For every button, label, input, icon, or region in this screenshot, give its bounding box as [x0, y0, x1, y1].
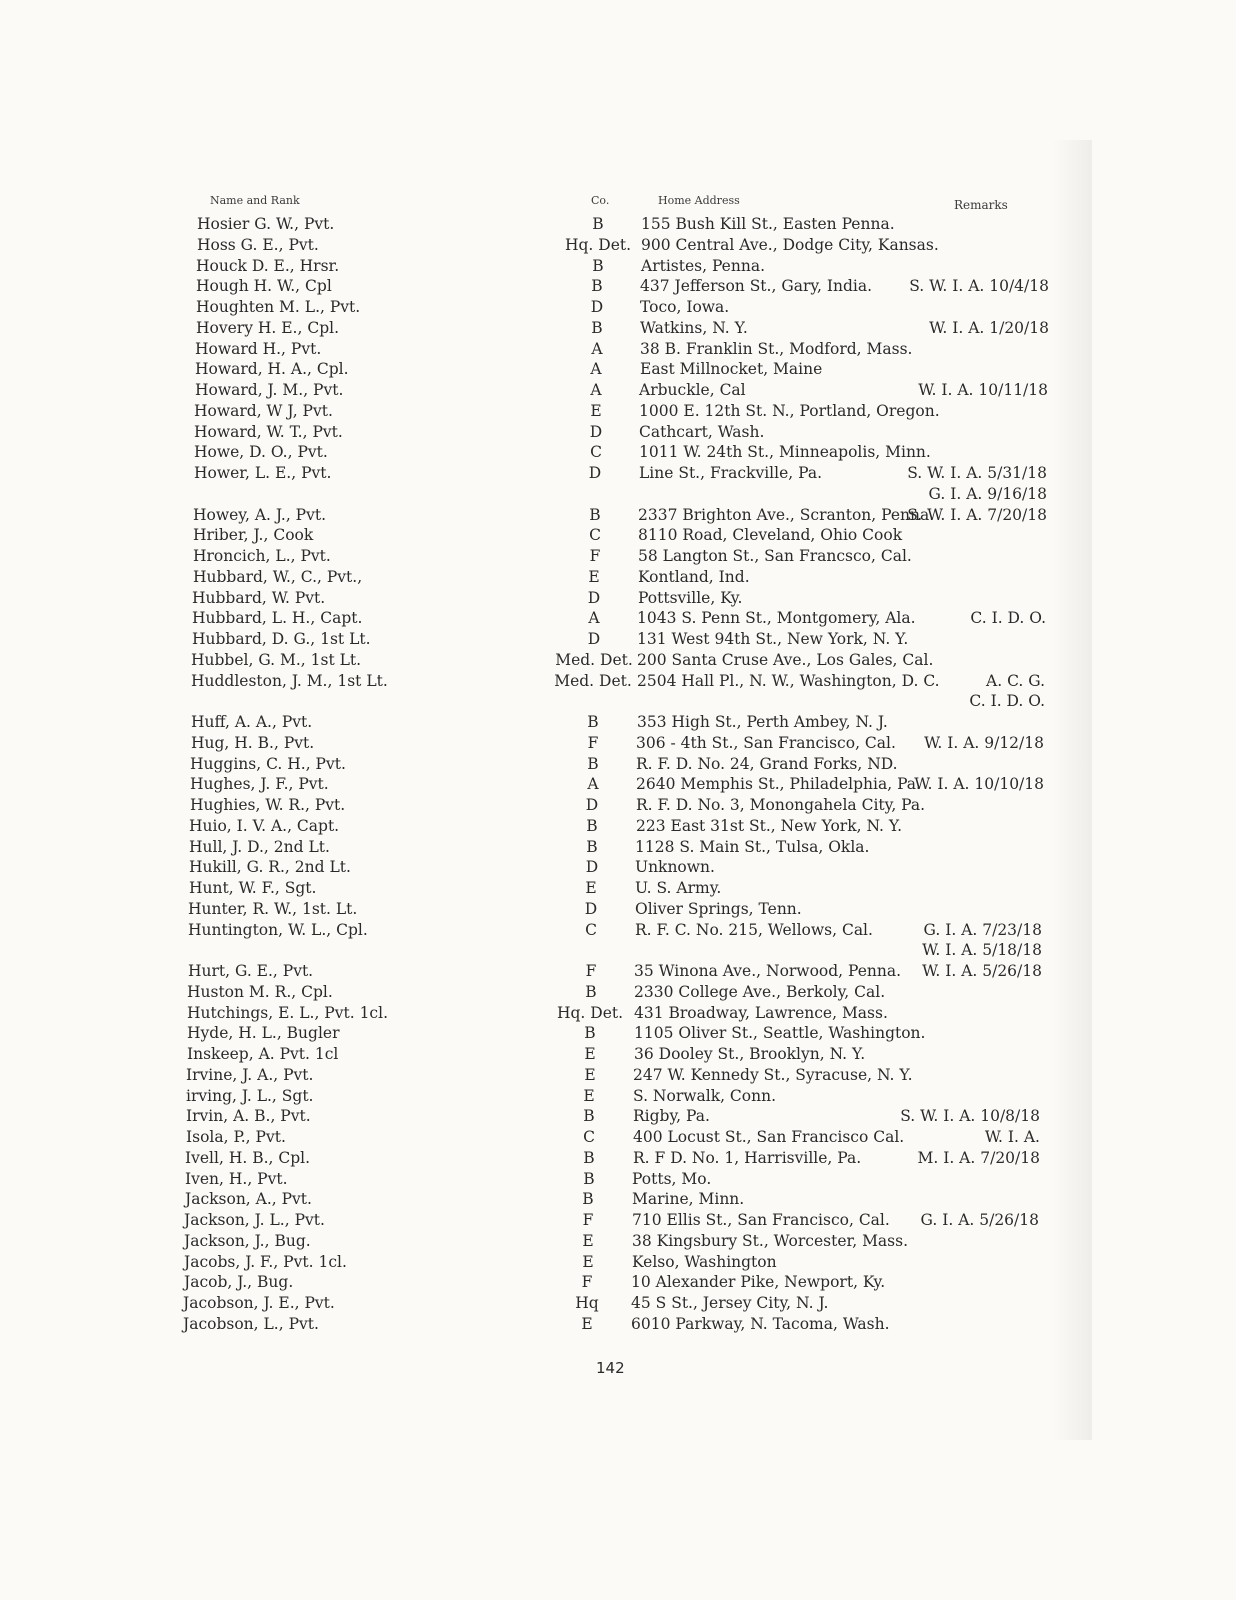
table-row [0, 774, 1236, 795]
home-address-cell: R. F. D. No. 3, Monongahela City, Pa. [636, 796, 926, 814]
home-address-cell: 1011 W. 24th St., Minneapolis, Minn. [639, 443, 931, 462]
home-address-cell: 1000 E. 12th St. N., Portland, Oregon. [639, 401, 940, 420]
company-cell: Hq [575, 1294, 599, 1312]
name-rank-cell: Howe, D. O., Pvt. [194, 443, 328, 462]
company-cell: E [584, 1065, 596, 1084]
table-row [0, 359, 1236, 380]
home-address-cell: Unknown. [635, 858, 715, 877]
home-address-cell: 1043 S. Penn St., Montgomery, Ala. [637, 609, 916, 628]
home-address-cell: 306 - 4th St., San Francisco, Cal. [636, 733, 896, 752]
remarks-cell: W. I. A. [984, 1128, 1040, 1146]
company-cell: B [584, 1024, 596, 1043]
home-address-cell: Arbuckle, Cal [639, 381, 746, 399]
name-rank-cell: Huio, I. V. A., Capt. [189, 816, 340, 835]
remarks-cell: W. I. A. 10/10/18 [914, 775, 1044, 794]
home-address-cell: Oliver Springs, Tenn. [635, 899, 802, 918]
remarks-cell: C. I. D. O. [970, 609, 1046, 628]
company-cell: B [583, 1148, 595, 1167]
company-cell: B [589, 505, 601, 524]
table-row [0, 1314, 1236, 1335]
home-address-cell: Line St., Frackville, Pa. [639, 464, 822, 482]
company-cell: B [592, 215, 604, 233]
table-row [0, 795, 1236, 816]
company-cell: D [585, 858, 599, 877]
home-address-cell: 200 Santa Cruse Ave., Los Gales, Cal. [637, 650, 934, 669]
table-row [0, 422, 1236, 443]
table-row [0, 1003, 1236, 1024]
remarks-cell: A. C. G. [986, 671, 1045, 690]
home-address-cell: 2330 College Ave., Berkoly, Cal. [634, 982, 886, 1001]
home-address-cell: Marine, Minn. [632, 1190, 745, 1209]
company-cell: Med. Det. [555, 650, 633, 669]
home-address-cell: 45 S St., Jersey City, N. J. [631, 1294, 829, 1312]
header-company: Co. [591, 194, 610, 207]
remarks-cell-second-line: W. I. A. 5/18/18 [922, 941, 1042, 960]
table-row [0, 1148, 1236, 1169]
company-cell: F [589, 547, 601, 565]
home-address-cell: 8110 Road, Cleveland, Ohio Cook [638, 526, 903, 545]
name-rank-cell: irving, J. L., Sgt. [186, 1086, 314, 1105]
name-rank-cell: Hughies, W. R., Pvt. [190, 796, 346, 814]
company-cell: B [585, 982, 597, 1001]
remarks-cell: S. W. I. A. 5/31/18 [907, 464, 1047, 482]
table-row [0, 671, 1236, 713]
home-address-cell: 35 Winona Ave., Norwood, Penna. [634, 962, 902, 980]
table-row [0, 1293, 1236, 1314]
company-cell: E [584, 1045, 596, 1063]
header-remarks: Remarks [954, 198, 1008, 212]
table-row [0, 525, 1236, 546]
name-rank-cell: Ivell, H. B., Cpl. [185, 1148, 311, 1167]
name-rank-cell: Hubbard, D. G., 1st Lt. [192, 630, 371, 648]
company-cell: Hq. Det. [556, 1003, 624, 1022]
name-rank-cell: Jackson, J. L., Pvt. [184, 1211, 325, 1229]
home-address-cell: 353 High St., Perth Ambey, N. J. [637, 713, 888, 731]
name-rank-cell: Howard, W J, Pvt. [194, 401, 333, 420]
header-name-rank: Name and Rank [210, 194, 300, 207]
home-address-cell: 2337 Brighton Ave., Scranton, Penna. [638, 505, 935, 524]
table-row [0, 1086, 1236, 1107]
table-row [0, 920, 1236, 962]
name-rank-cell: Houck D. E., Hrsr. [196, 256, 340, 275]
company-cell: B [587, 713, 599, 731]
company-cell: B [586, 816, 598, 835]
company-cell: E [588, 567, 600, 586]
name-rank-cell: Jacobs, J. F., Pvt. 1cl. [184, 1252, 347, 1271]
company-cell: F [581, 1273, 593, 1292]
home-address-cell: 6010 Parkway, N. Tacoma, Wash. [631, 1314, 890, 1333]
home-address-cell: 38 Kingsbury St., Worcester, Mass. [632, 1231, 909, 1250]
remarks-cell-second-line: C. I. D. O. [969, 692, 1045, 711]
company-cell: E [581, 1314, 593, 1333]
company-cell: C [583, 1128, 595, 1146]
home-address-cell: Pottsville, Ky. [638, 588, 743, 607]
name-rank-cell: Hubbard, L. H., Capt. [192, 609, 363, 628]
table-row [0, 567, 1236, 588]
home-address-cell: 400 Locust St., San Francisco Cal. [633, 1128, 905, 1146]
name-rank-cell: Huntington, W. L., Cpl. [188, 920, 368, 939]
home-address-cell: East Millnocket, Maine [640, 360, 823, 379]
home-address-cell: 247 W. Kennedy St., Syracuse, N. Y. [633, 1065, 913, 1084]
table-row [0, 837, 1236, 858]
name-rank-cell: Hurt, G. E., Pvt. [188, 962, 314, 980]
table-row [0, 1210, 1236, 1231]
name-rank-cell: Hunter, R. W., 1st. Lt. [188, 899, 358, 918]
table-row [0, 899, 1236, 920]
home-address-cell: U. S. Army. [635, 879, 722, 897]
company-cell: D [590, 298, 604, 316]
name-rank-cell: Hutchings, E. L., Pvt. 1cl. [187, 1003, 389, 1022]
company-cell: E [583, 1086, 595, 1105]
name-rank-cell: Irvine, J. A., Pvt. [186, 1065, 314, 1084]
table-row [0, 733, 1236, 754]
table-row [0, 256, 1236, 277]
table-row [0, 1127, 1236, 1148]
table-row [0, 961, 1236, 982]
company-cell: A [590, 360, 602, 379]
name-rank-cell: Huston M. R., Cpl. [187, 982, 333, 1001]
home-address-cell: Rigby, Pa. [633, 1107, 710, 1126]
remarks-cell: S. W. I. A. 10/4/18 [909, 277, 1049, 296]
name-rank-cell: Inskeep, A. Pvt. 1cl [187, 1045, 339, 1063]
table-row [0, 712, 1236, 733]
home-address-cell: 155 Bush Kill St., Easten Penna. [641, 215, 895, 233]
remarks-cell: S. W. I. A. 7/20/18 [907, 505, 1047, 524]
table-row [0, 1189, 1236, 1210]
home-address-cell: 1128 S. Main St., Tulsa, Okla. [635, 837, 870, 856]
remarks-cell: G. I. A. 7/23/18 [923, 920, 1042, 939]
name-rank-cell: Hosier G. W., Pvt. [197, 215, 335, 233]
home-address-cell: 131 West 94th St., New York, N. Y. [637, 630, 909, 648]
table-row [0, 608, 1236, 629]
table-row [0, 1044, 1236, 1065]
table-row [0, 214, 1236, 235]
company-cell: A [588, 609, 600, 628]
company-cell: B [587, 754, 599, 773]
remarks-cell: W. I. A. 5/26/18 [922, 962, 1042, 980]
name-rank-cell: Houghten M. L., Pvt. [196, 298, 361, 316]
name-rank-cell: Jacob, J., Bug. [184, 1273, 294, 1292]
table-row [0, 1169, 1236, 1190]
name-rank-cell: Howard, J. M., Pvt. [195, 381, 344, 399]
remarks-cell: G. I. A. 5/26/18 [920, 1211, 1039, 1229]
table-row [0, 442, 1236, 463]
table-row [0, 754, 1236, 775]
name-rank-cell: Howard H., Pvt. [195, 339, 322, 358]
table-row [0, 546, 1236, 567]
table-row [0, 463, 1236, 505]
name-rank-cell: Huddleston, J. M., 1st Lt. [191, 671, 388, 690]
name-rank-cell: Hull, J. D., 2nd Lt. [189, 837, 330, 856]
name-rank-cell: Irvin, A. B., Pvt. [186, 1107, 311, 1126]
home-address-cell: 58 Langton St., San Francsco, Cal. [638, 547, 912, 565]
table-row [0, 588, 1236, 609]
table-row [0, 816, 1236, 837]
page-number: 142 [596, 1359, 625, 1377]
home-address-cell: Kelso, Washington [632, 1252, 777, 1271]
home-address-cell: 36 Dooley St., Brooklyn, N. Y. [634, 1045, 866, 1063]
home-address-cell: R. F. D. No. 24, Grand Forks, ND. [636, 754, 898, 773]
name-rank-cell: Hoss G. E., Pvt. [197, 235, 319, 254]
name-rank-cell: Hubbard, W. Pvt. [192, 588, 326, 607]
name-rank-cell: Hower, L. E., Pvt. [194, 464, 332, 482]
table-row [0, 857, 1236, 878]
home-address-cell: Potts, Mo. [632, 1169, 712, 1188]
home-address-cell: Watkins, N. Y. [640, 318, 748, 337]
home-address-cell: 900 Central Ave., Dodge City, Kansas. [641, 235, 939, 254]
name-rank-cell: Hroncich, L., Pvt. [193, 547, 331, 565]
company-cell: B [586, 837, 598, 856]
table-row [0, 339, 1236, 360]
name-rank-cell: Hubbard, W., C., Pvt., [193, 567, 363, 586]
company-cell: C [585, 920, 597, 939]
name-rank-cell: Huggins, C. H., Pvt. [190, 754, 346, 773]
remarks-cell-second-line: G. I. A. 9/16/18 [928, 484, 1047, 503]
company-cell: Med. Det. [554, 671, 632, 690]
table-row [0, 318, 1236, 339]
table-row [0, 380, 1236, 401]
table-row [0, 1272, 1236, 1293]
home-address-cell: 2640 Memphis St., Philadelphia, Pa. [636, 775, 921, 794]
name-rank-cell: Huff, A. A., Pvt. [191, 713, 313, 731]
name-rank-cell: Isola, P., Pvt. [186, 1128, 286, 1146]
name-rank-cell: Hovery H. E., Cpl. [196, 318, 340, 337]
company-cell: B [592, 256, 604, 275]
table-row [0, 276, 1236, 297]
home-address-cell: R. F. C. No. 215, Wellows, Cal. [635, 920, 873, 939]
company-cell: F [585, 962, 597, 980]
table-row [0, 1023, 1236, 1044]
home-address-cell: 437 Jefferson St., Gary, India. [640, 277, 873, 296]
company-cell: E [582, 1231, 594, 1250]
table-row [0, 505, 1236, 526]
table-row [0, 878, 1236, 899]
company-cell: A [587, 775, 599, 794]
name-rank-cell: Jacobson, L., Pvt. [183, 1314, 319, 1333]
table-row [0, 1106, 1236, 1127]
remarks-cell: W. I. A. 1/20/18 [929, 318, 1049, 337]
table-row [0, 629, 1236, 650]
company-cell: D [587, 630, 601, 648]
name-rank-cell: Hough H. W., Cpl [196, 277, 332, 296]
home-address-cell: 223 East 31st St., New York, N. Y. [636, 816, 903, 835]
name-rank-cell: Hunt, W. F., Sgt. [189, 879, 317, 897]
home-address-cell: Cathcart, Wash. [639, 422, 765, 441]
table-row [0, 1065, 1236, 1086]
company-cell: B [591, 318, 603, 337]
home-address-cell: 2504 Hall Pl., N. W., Washington, D. C. [637, 671, 940, 690]
name-rank-cell: Hughes, J. F., Pvt. [190, 775, 329, 794]
remarks-cell: S. W. I. A. 10/8/18 [900, 1107, 1040, 1126]
table-row [0, 235, 1236, 256]
company-cell: Hq. Det. [564, 235, 632, 254]
home-address-cell: Artistes, Penna. [641, 256, 765, 275]
company-cell: D [587, 588, 601, 607]
table-row [0, 297, 1236, 318]
name-rank-cell: Hyde, H. L., Bugler [187, 1024, 340, 1043]
roster-table [0, 214, 1236, 1335]
table-row [0, 1231, 1236, 1252]
company-cell: B [591, 277, 603, 296]
table-row [0, 401, 1236, 422]
home-address-cell: 1105 Oliver St., Seattle, Washington. [634, 1024, 926, 1043]
home-address-cell: R. F D. No. 1, Harrisville, Pa. [633, 1148, 862, 1167]
company-cell: D [588, 464, 602, 482]
name-rank-cell: Hubbel, G. M., 1st Lt. [191, 650, 362, 669]
company-cell: C [590, 443, 602, 462]
home-address-cell: 10 Alexander Pike, Newport, Ky. [631, 1273, 886, 1292]
remarks-cell: M. I. A. 7/20/18 [917, 1148, 1040, 1167]
company-cell: E [585, 879, 597, 897]
name-rank-cell: Hriber, J., Cook [193, 526, 314, 545]
remarks-cell: W. I. A. 10/11/18 [918, 381, 1048, 399]
home-address-cell: 38 B. Franklin St., Modford, Mass. [640, 339, 913, 358]
home-address-cell: Toco, Iowa. [640, 298, 730, 316]
company-cell: B [583, 1107, 595, 1126]
home-address-cell: S. Norwalk, Conn. [633, 1086, 777, 1105]
company-cell: D [585, 796, 599, 814]
home-address-cell: 710 Ellis St., San Francisco, Cal. [632, 1211, 890, 1229]
company-cell: D [584, 899, 598, 918]
name-rank-cell: Howey, A. J., Pvt. [193, 505, 327, 524]
table-row [0, 1252, 1236, 1273]
company-cell: F [587, 733, 599, 752]
company-cell: B [583, 1169, 595, 1188]
table-row [0, 650, 1236, 671]
company-cell: A [590, 381, 602, 399]
name-rank-cell: Iven, H., Pvt. [185, 1169, 288, 1188]
company-cell: F [582, 1211, 594, 1229]
name-rank-cell: Howard, H. A., Cpl. [195, 360, 349, 379]
company-cell: E [590, 401, 602, 420]
name-rank-cell: Jackson, A., Pvt. [185, 1190, 312, 1209]
home-address-cell: Kontland, Ind. [638, 567, 750, 586]
name-rank-cell: Jackson, J., Bug. [184, 1231, 311, 1250]
name-rank-cell: Hug, H. B., Pvt. [191, 733, 315, 752]
remarks-cell: W. I. A. 9/12/18 [924, 733, 1044, 752]
name-rank-cell: Howard, W. T., Pvt. [194, 422, 343, 441]
name-rank-cell: Jacobson, J. E., Pvt. [183, 1294, 335, 1312]
header-home-address: Home Address [658, 194, 740, 207]
company-cell: B [582, 1190, 594, 1209]
home-address-cell: 431 Broadway, Lawrence, Mass. [634, 1003, 888, 1022]
company-cell: C [589, 526, 601, 545]
company-cell: E [582, 1252, 594, 1271]
company-cell: A [591, 339, 603, 358]
table-row [0, 982, 1236, 1003]
company-cell: D [589, 422, 603, 441]
name-rank-cell: Hukill, G. R., 2nd Lt. [189, 858, 351, 877]
